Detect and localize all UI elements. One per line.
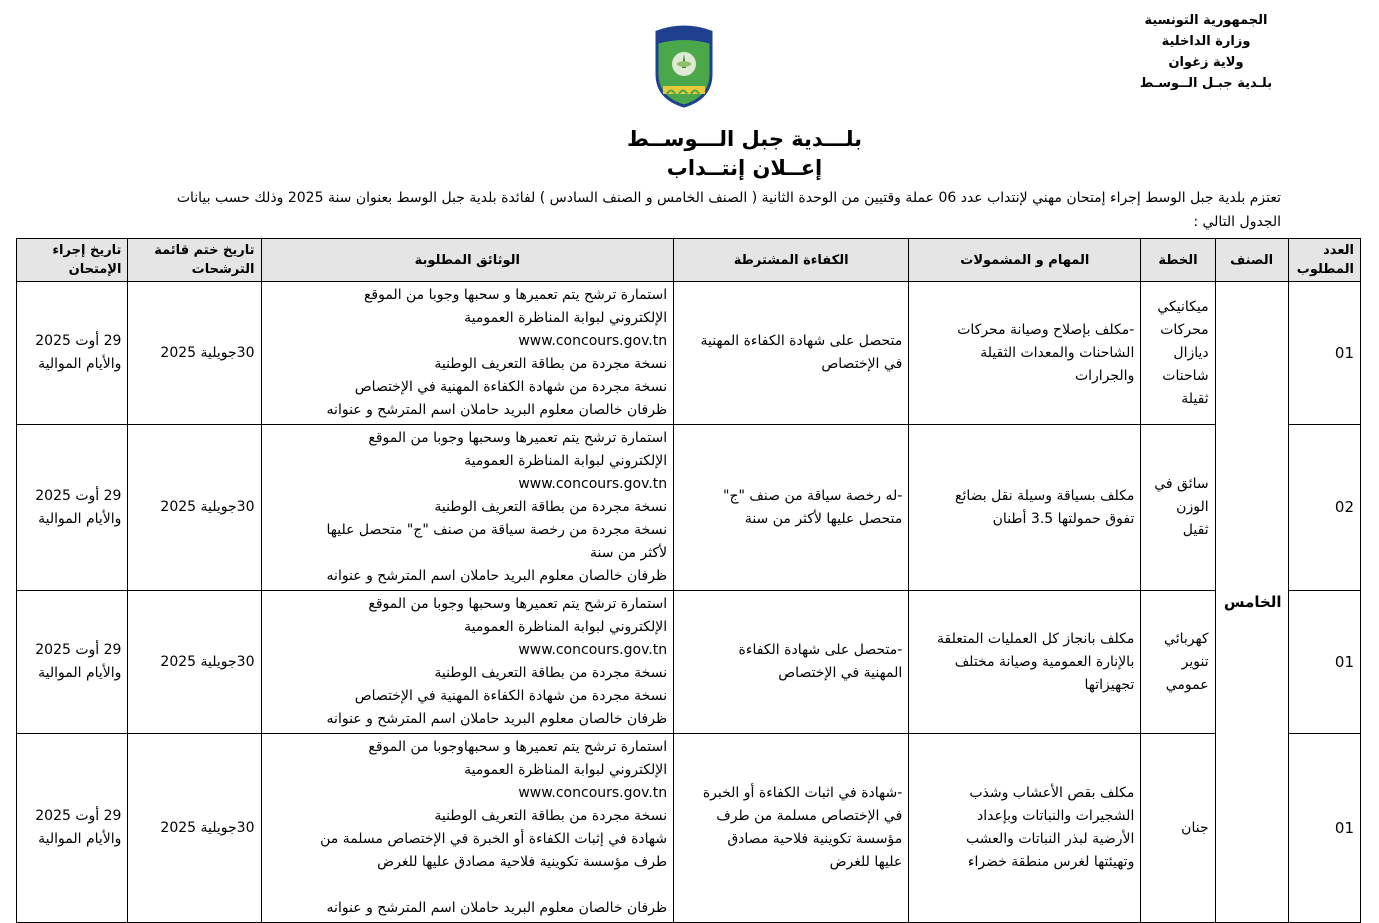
cell-count: 01 [1288, 734, 1360, 923]
cell-tasks-line: تفوق حمولتها 3.5 أطنان [992, 510, 1135, 527]
cell-docs-line: www.concours.gov.tn [518, 642, 668, 658]
cell-skill [674, 425, 909, 591]
header-tasks: المهام و المشمولات [909, 239, 1141, 282]
cell-tasks-line: مكلف بسياقة وسيلة نقل بضائع [955, 487, 1135, 504]
cell-post-line: ميكانيكي [1157, 298, 1209, 315]
cell-docs-line: نسخة مجردة من شهادة الكفاءة المهنية في الإختصاص [354, 379, 668, 395]
cell-post-line: جنان [1181, 819, 1209, 836]
cell-exam-line: والأيام الموالية [38, 831, 122, 847]
cell-tasks-line: والجرارات [1074, 367, 1135, 384]
cell-skill-line: المهنية في الإختصاص [778, 665, 903, 681]
cell-docs-line: استمارة ترشح يتم تعميرها وسحبها وجوبا من الموقع [368, 596, 668, 612]
header-grade: الصنف [1215, 239, 1288, 282]
table-row [17, 734, 1361, 923]
cell-tasks [909, 282, 1141, 425]
cell-exam [17, 425, 128, 591]
cell-exam-line: والأيام الموالية [38, 510, 122, 527]
cell-skill-line: متحصل على شهادة الكفاءة المهنية [700, 333, 903, 349]
recruitment-table [16, 238, 1361, 923]
cell-tasks-line: مكلف بقص الأعشاب وشذب [969, 785, 1135, 801]
table-row [17, 425, 1361, 591]
cell-exam-line: 29 أوت 2025 [35, 808, 122, 824]
cell-docs-line: نسخة مجردة من بطاقة التعريف الوطنية [434, 665, 668, 681]
intro-paragraph [81, 186, 1281, 234]
cell-docs-line: استمارة ترشح يتم تعميرها وسحبها وجوبا من الموقع [368, 430, 668, 446]
cell-docs [261, 282, 674, 425]
issuer-block [1131, 10, 1281, 94]
cell-docs-line: ظرفان خالصان معلوم البريد حاملان اسم المترشح و عنوانه [326, 711, 668, 727]
cell-tasks-line: -مكلف بإصلاح وصيانة محركات [957, 321, 1135, 338]
cell-skill [674, 282, 909, 425]
cell-docs-line: استمارة ترشح يتم تعميرها و سحبهاوجوبا من الموقع [368, 739, 668, 755]
header-post: الخطة [1141, 239, 1215, 282]
cell-tasks-line: مكلف بانجاز كل العمليات المتعلقة [937, 630, 1135, 647]
cell-skill [674, 591, 909, 734]
cell-post-line: ثقيل [1182, 522, 1209, 538]
governorate-line: ولاية زغوان [1168, 55, 1244, 70]
cell-docs [261, 425, 674, 591]
cell-docs-line: www.concours.gov.tn [518, 476, 668, 492]
cell-tasks [909, 591, 1141, 734]
cell-deadline: 30جويلية 2025 [128, 425, 261, 591]
cell-tasks [909, 425, 1141, 591]
cell-docs-line: لأكثر من سنة [589, 545, 668, 561]
cell-post [1141, 591, 1215, 734]
cell-exam [17, 591, 128, 734]
cell-docs [261, 734, 674, 923]
cell-exam [17, 282, 128, 425]
cell-post [1141, 282, 1215, 425]
header-skill: الكفاءة المشترطة [674, 239, 909, 282]
municipality-line: بلـدية جبـل الــوسـط [1139, 76, 1273, 91]
cell-skill-line: -شهادة في اثبات الكفاءة أو الخبرة [702, 785, 903, 801]
municipality-emblem [651, 24, 717, 108]
title-announcement: إعــلان إنتــداب [666, 156, 823, 180]
cell-exam-line: والأيام الموالية [38, 356, 122, 372]
cell-skill-line: -متحصل على شهادة الكفاءة [738, 642, 903, 658]
cell-count: 01 [1288, 282, 1360, 425]
title-municipality: بلـــدية جبل الـــوســط [626, 127, 863, 151]
cell-tasks-line: وتهيئتها لغرس منطقة خضراء [967, 854, 1135, 870]
cell-skill-line: في الإختصاص مسلمة من طرف [716, 808, 903, 824]
cell-docs-line: ظرفان خالصان معلوم البريد حاملان اسم المترشح و عنوانه [326, 402, 668, 418]
cell-docs-line: نسخة مجردة من شهادة الكفاءة المهنية في الإختصاص [354, 688, 668, 704]
cell-skill [674, 734, 909, 923]
cell-post-line: كهربائي تنوير [1164, 630, 1209, 670]
cell-docs-line [268, 874, 668, 897]
cell-exam-line: 29 أوت 2025 [35, 333, 122, 349]
cell-skill-line: عليها للغرض [829, 854, 903, 870]
republic-line: الجمهورية التونسية [1144, 13, 1268, 28]
cell-docs [261, 591, 674, 734]
cell-post [1141, 734, 1215, 923]
table-row [17, 591, 1361, 734]
cell-docs-line: ظرفان خالصان معلوم البريد حاملان اسم المترشح و عنوانه [326, 900, 668, 916]
table-header-row [17, 239, 1361, 282]
cell-deadline: 30جويلية 2025 [128, 282, 261, 425]
cell-tasks-line: بالإنارة العمومية وصيانة مختلف [954, 653, 1135, 670]
cell-exam [17, 734, 128, 923]
cell-docs-line: www.concours.gov.tn [518, 785, 668, 801]
cell-docs-line: نسخة مجردة من رخصة سياقة من صنف "ج" متحصل عليها [326, 522, 668, 538]
header-docs: الوثائق المطلوبة [261, 239, 674, 282]
header-count: العدد المطلوب [1288, 239, 1360, 282]
cell-docs-line: الإلكتروني لبوابة المناظرة العمومية [464, 310, 668, 326]
intro-line-1: تعتزم بلدية جبل الوسط إجراء إمتحان مهني لإنتداب عدد 06 عملة وقتيين من الوحدة الثانية ( الصنف الخامس و الصنف السادس ) لفائدة بلدية جبل الوسط بعنوان سنة 2025 وذلك حسب بيانات [176, 190, 1281, 206]
cell-exam-line: والأيام الموالية [38, 665, 122, 681]
cell-docs-line: نسخة مجردة من بطاقة التعريف الوطنية [434, 499, 668, 515]
cell-deadline: 30جويلية 2025 [128, 734, 261, 923]
cell-docs-line: نسخة مجردة من بطاقة التعريف الوطنية [434, 356, 668, 372]
cell-post-line: عمومي [1165, 676, 1209, 693]
cell-tasks-line: الأرضية لبذر النباتات والعشب [966, 831, 1135, 847]
cell-docs-line: الإلكتروني لبوابة المناظرة العمومية [464, 762, 668, 778]
cell-count: 02 [1288, 425, 1360, 591]
cell-tasks-line: الشاحنات والمعدات الثقيلة [980, 344, 1135, 361]
cell-docs-line: طرف مؤسسة تكوينية فلاحية مصادق عليها للغرض [377, 854, 668, 870]
header-deadline: تاريخ ختم قائمة الترشحات [128, 239, 261, 282]
cell-post-line: محركات ديازال [1160, 321, 1209, 361]
cell-tasks-line: الشجيرات والنباتات وبإعداد [977, 808, 1135, 824]
intro-line-2: الجدول التالي : [1193, 214, 1281, 230]
cell-docs-line: شهادة في إثبات الكفاءة أو الخبرة في الإختصاص مسلمة من [320, 831, 668, 847]
cell-docs-line: ظرفان خالصان معلوم البريد حاملان اسم المترشح و عنوانه [326, 568, 668, 584]
cell-tasks-line: تجهيزاتها [1084, 676, 1135, 693]
table-row [17, 282, 1361, 425]
cell-exam-line: 29 أوت 2025 [35, 487, 122, 504]
cell-docs-line: استمارة ترشح يتم تعميرها و سحبها وجوبا من الموقع [363, 287, 668, 303]
cell-docs-line: www.concours.gov.tn [518, 333, 668, 349]
cell-docs-line: الإلكتروني لبوابة المناظرة العمومية [464, 619, 668, 635]
cell-grade: الخامس [1215, 282, 1288, 923]
cell-post-line: سائق في الوزن [1154, 476, 1209, 515]
cell-skill-line: مؤسسة تكوينية فلاحية مصادق [727, 831, 903, 847]
cell-docs-line: نسخة مجردة من بطاقة التعريف الوطنية [434, 808, 668, 824]
cell-skill-line: في الإختصاص [821, 356, 903, 372]
cell-skill-line: متحصل عليها لأكثر من سنة [744, 510, 903, 527]
ministry-line: وزارة الداخلية [1161, 34, 1251, 49]
cell-post [1141, 425, 1215, 591]
cell-deadline: 30جويلية 2025 [128, 591, 261, 734]
announcement-title [0, 124, 1379, 182]
cell-docs-line: الإلكتروني لبوابة المناظرة العمومية [464, 453, 668, 469]
cell-exam-line: 29 أوت 2025 [35, 642, 122, 658]
cell-tasks [909, 734, 1141, 923]
cell-count: 01 [1288, 591, 1360, 734]
cell-post-line: شاحنات ثقيلة [1162, 367, 1209, 407]
cell-skill-line: -له رخصة سياقة من صنف "ج" [723, 487, 903, 504]
header-exam: تاريخ إجراء الإمتحان [17, 239, 128, 282]
